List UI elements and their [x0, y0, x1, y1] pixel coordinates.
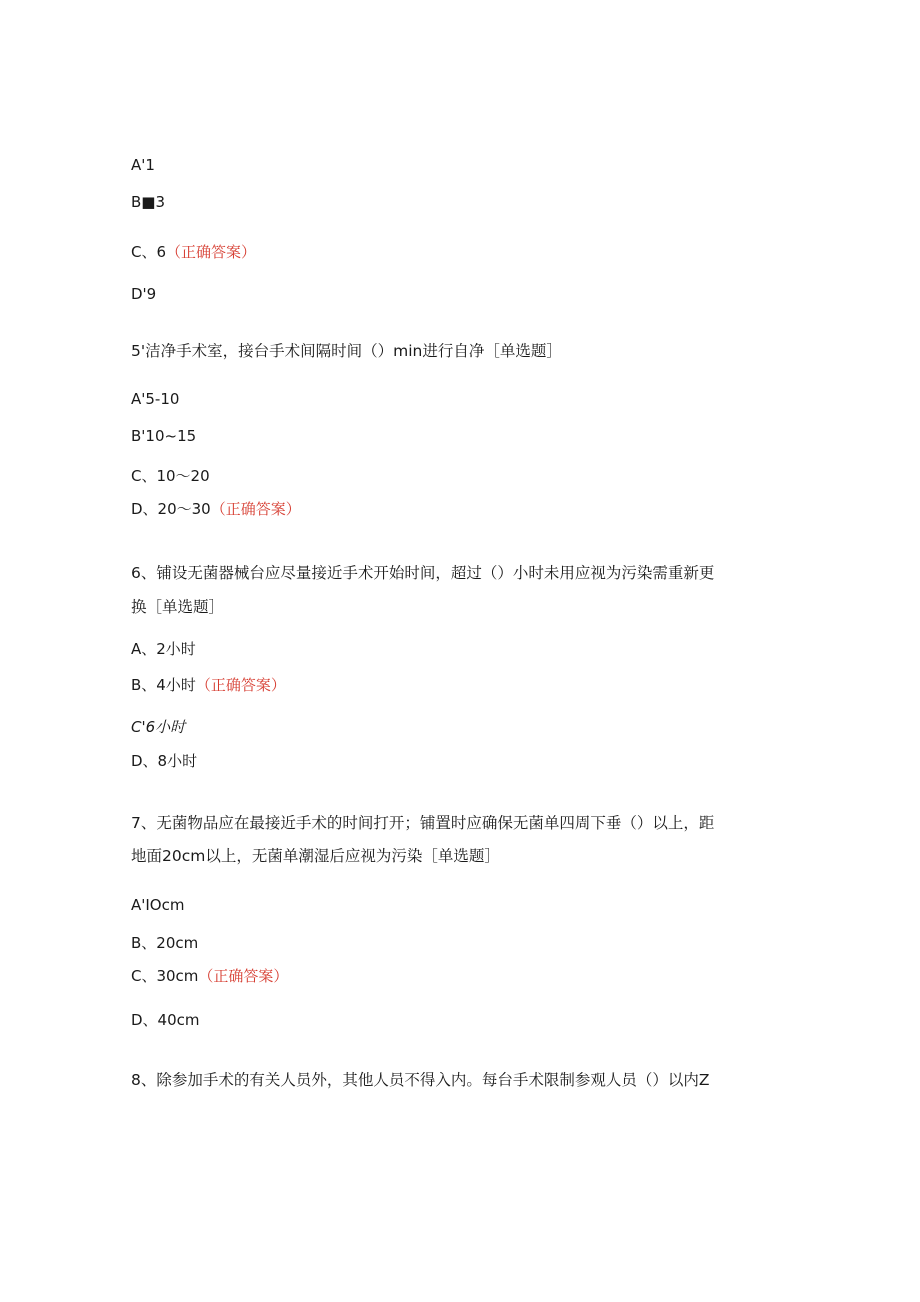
- option-b: [131, 933, 198, 953]
- option-text: B、4小时: [131, 676, 196, 694]
- option-text: A'5-10: [131, 390, 180, 408]
- option-a: [131, 639, 196, 659]
- option-d: [131, 751, 197, 771]
- option-d: [131, 499, 301, 519]
- option-text: A、2小时: [131, 640, 196, 658]
- option-d: [131, 1010, 200, 1030]
- option-text: D、40cm: [131, 1011, 200, 1029]
- option-c: [131, 466, 210, 486]
- option-text: C、30cm: [131, 967, 199, 985]
- option-text: B'10~15: [131, 427, 197, 445]
- question-text: 8、除参加手术的有关人员外，其他人员不得入内。每台手术限制参观人员（）以内Z: [131, 1071, 710, 1089]
- option-c: [131, 717, 185, 737]
- option-text: C'6小时: [131, 718, 186, 736]
- option-b: [131, 426, 196, 446]
- option-text: C、6: [131, 243, 167, 261]
- question-7-line-1: [131, 813, 714, 833]
- option-text: C、10～20: [131, 467, 210, 485]
- question-text: 地面20cm以上，无菌单潮湿后应视为污染［单选题］: [131, 847, 500, 865]
- option-a: [131, 389, 179, 409]
- question-8: [131, 1070, 709, 1090]
- option-d: [131, 284, 156, 304]
- option-b: [131, 675, 286, 695]
- option-text: D、20～30: [131, 500, 211, 518]
- option-c: [131, 966, 288, 986]
- option-text: D、8小时: [131, 752, 198, 770]
- correct-answer-marker: （正确答案）: [210, 500, 301, 518]
- question-6-line-1: [131, 563, 714, 583]
- question-5: [131, 341, 562, 361]
- question-text: 5'洁净手术室，接台手术间隔时间（）min进行自净［单选题］: [131, 342, 562, 360]
- option-text: B、20cm: [131, 934, 199, 952]
- option-text: D'9: [131, 285, 157, 303]
- correct-answer-marker: （正确答案）: [195, 676, 286, 694]
- question-6-line-2: [131, 597, 224, 617]
- question-text: 6、铺设无菌器械台应尽量接近手术开始时间，超过（）小时未用应视为污染需重新更: [131, 564, 715, 582]
- question-text: 7、无菌物品应在最接近手术的时间打开；铺置时应确保无菌单四周下垂（）以上，距: [131, 814, 715, 832]
- option-text: A'1: [131, 156, 155, 174]
- correct-answer-marker: （正确答案）: [166, 243, 257, 261]
- option-text: A'IOcm: [131, 896, 185, 914]
- option-text: B■3: [131, 193, 166, 211]
- option-a: [131, 155, 155, 175]
- option-a: [131, 895, 184, 915]
- option-c: [131, 242, 256, 262]
- correct-answer-marker: （正确答案）: [198, 967, 289, 985]
- question-7-line-2: [131, 846, 500, 866]
- option-b: [131, 192, 165, 212]
- question-text: 换［单选题］: [131, 598, 225, 616]
